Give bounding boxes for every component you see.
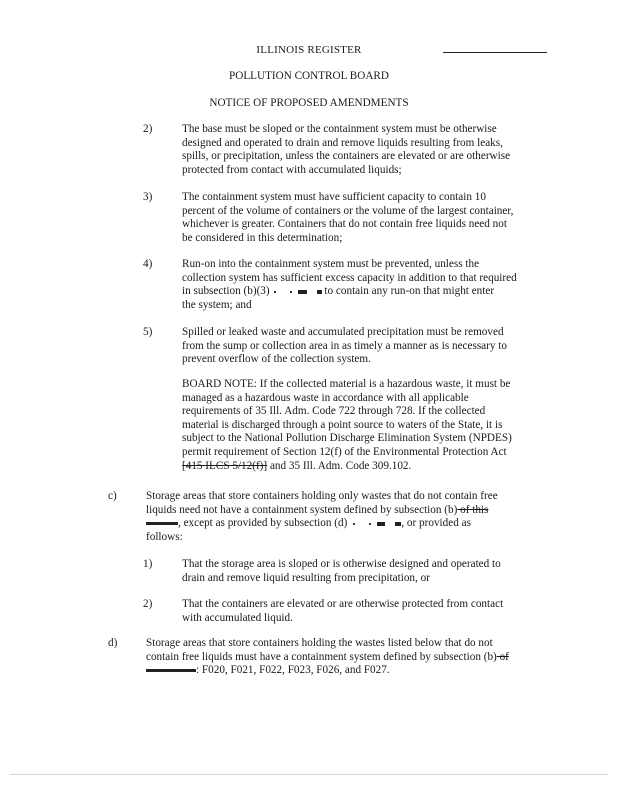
text-line [146,504,498,518]
text-line [146,651,509,665]
text-line: Spilled or leaked waste and accumulated precipitation must be removed [182,326,504,338]
text-line: The base must be sloped or the containment system must be otherwise [182,123,497,135]
text-line: spills, or precipitation, unless the containers are elevated or are otherwise [182,150,511,163]
text-line: with accumulated liquid. [182,611,293,624]
struck-text: of [496,650,509,663]
paragraph-5 [182,326,507,367]
item-number-5: 5) [143,326,153,338]
text-line [146,664,509,678]
text-fragment: contain free liquids must have a containment system defined by subsection (b) [146,650,497,663]
scan-edge-line [10,774,608,775]
item-number-c1: 1) [143,558,153,570]
text-line [182,285,517,299]
text-line: managed as a hazardous waste in accordance with all applicable [182,391,469,404]
text-fragment: in subsection (b)(3) [182,285,270,298]
redaction-mark [317,290,322,294]
paragraph-c [146,490,498,544]
text-fragment: liquids need not have a containment system defined by subsection (b) [146,503,458,516]
text-line: Storage areas that store containers holding only wastes that do not contain free [146,490,498,502]
paragraph-3 [182,191,513,245]
text-fragment: , except as provided by subsection (d) [178,517,348,530]
text-line [182,460,512,474]
text-line: prevent overflow of the collection system. [182,353,371,366]
text-line: requirements of 35 Ill. Adm. Code 722 through 728. If the collected [182,405,486,418]
board-note [182,378,512,473]
text-line: be considered in this determination; [182,231,343,244]
text-line [146,517,498,531]
scan-artifact [274,291,276,293]
redaction-mark [146,522,178,525]
text-line: from the sump or collection area in as timely a manner as is necessary to [182,339,507,352]
paragraph-d [146,637,509,678]
text-line: Storage areas that store containers holding the wastes listed below that do not [146,637,493,649]
paragraph-c2 [182,598,503,625]
item-number-3: 3) [143,191,153,203]
scan-artifact [290,291,292,293]
paragraph-4 [182,258,517,312]
board-header: POLLUTION CONTROL BOARD [229,70,389,82]
item-letter-c: c) [108,490,117,502]
struck-text: of this [457,503,489,516]
text-fragment: and 35 Ill. Adm. Code 309.102. [269,459,412,472]
scan-artifact [353,523,355,525]
text-line: subject to the National Pollution Discharge Elimination System (NPDES) [182,432,512,445]
text-line: The containment system must have sufficient capacity to contain 10 [182,191,486,203]
text-line: whichever is greater. Containers that do not contain free liquids need not [182,218,507,231]
text-line: percent of the volume of containers or the volume of the largest container, [182,204,514,217]
text-line: the system; and [182,298,252,311]
text-line: That the containers are elevated or are otherwise protected from contact [182,598,504,610]
text-line: material is discharged through a point source to waters of the State, it is [182,418,503,431]
text-line: BOARD NOTE: If the collected material is a hazardous waste, it must be [182,378,511,390]
item-letter-d: d) [108,637,118,649]
notice-header: NOTICE OF PROPOSED AMENDMENTS [209,97,409,109]
paragraph-c1 [182,558,501,585]
struck-citation: [415 ILCS 5/12(f)] [182,459,268,472]
text-line: Run-on into the containment system must be prevented, unless the [182,258,480,270]
paragraph-2 [182,123,510,177]
text-line: protected from contact with accumulated liquids; [182,163,402,176]
text-line: designed and operated to drain and remove liquids resulting from leaks, [182,136,503,149]
header-rule [443,52,547,53]
text-line: collection system has sufficient excess capacity in addition to that required [182,271,517,284]
text-line: permit requirement of Section 12(f) of the Environmental Protection Act [182,445,507,458]
item-number-4: 4) [143,258,153,270]
scan-artifact [369,523,371,525]
redaction-mark [377,522,385,526]
text-fragment: to contain any run-on that might enter [324,285,495,298]
text-line: drain and remove liquid resulting from precipitation, or [182,571,430,584]
register-header: ILLINOIS REGISTER [256,44,362,56]
text-line: follows: [146,530,183,543]
item-number-2: 2) [143,123,153,135]
redaction-mark [298,290,307,294]
redaction-mark [146,669,196,672]
text-line: That the storage area is sloped or is otherwise designed and operated to [182,558,501,570]
text-fragment: : F020, F021, F022, F023, F026, and F027. [196,664,390,677]
text-fragment: , or provided as [401,517,471,530]
item-number-c2: 2) [143,598,153,610]
